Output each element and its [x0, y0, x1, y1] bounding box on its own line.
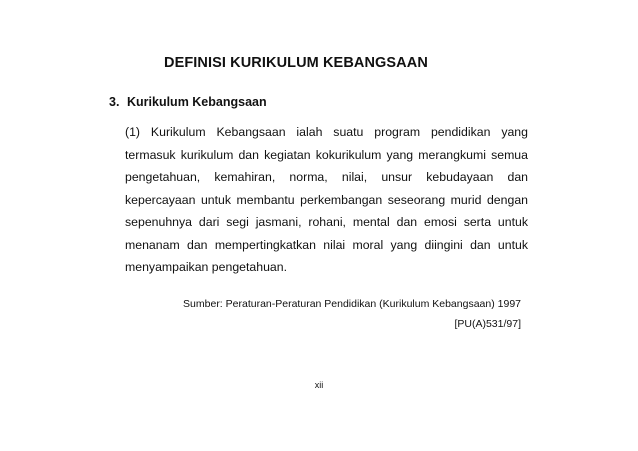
- definition-paragraph: (1) Kurikulum Kebangsaan ialah suatu program pendidikan yang termasuk kurikulum dan kegiatan kokurikulum yang merangkumi semua pengetahuan, kemahiran, norma, nilai, unsur kebudayaan dan kepercayaan untuk membantu perkembangan seseorang murid dengan sepenuhnya dari segi jasmani, rohani, mental dan emosi serta untuk menanam dan mempertingkatkan nilai moral yang diingini dan untuk menyampaikan pengetahuan.: [125, 125, 528, 274]
- source-line: Sumber: Peraturan-Peraturan Pendidikan (Kurikulum Kebangsaan) 1997: [183, 298, 521, 310]
- source-citation: [183, 294, 521, 334]
- page-title: DEFINISI KURIKULUM KEBANGSAAN: [164, 55, 428, 71]
- page-number: xii: [314, 380, 324, 390]
- section-heading-text: Kurikulum Kebangsaan: [127, 95, 267, 109]
- section-heading: [109, 95, 267, 109]
- section-number: 3.: [109, 95, 120, 109]
- source-reference: [PU(A)531/97]: [454, 318, 521, 330]
